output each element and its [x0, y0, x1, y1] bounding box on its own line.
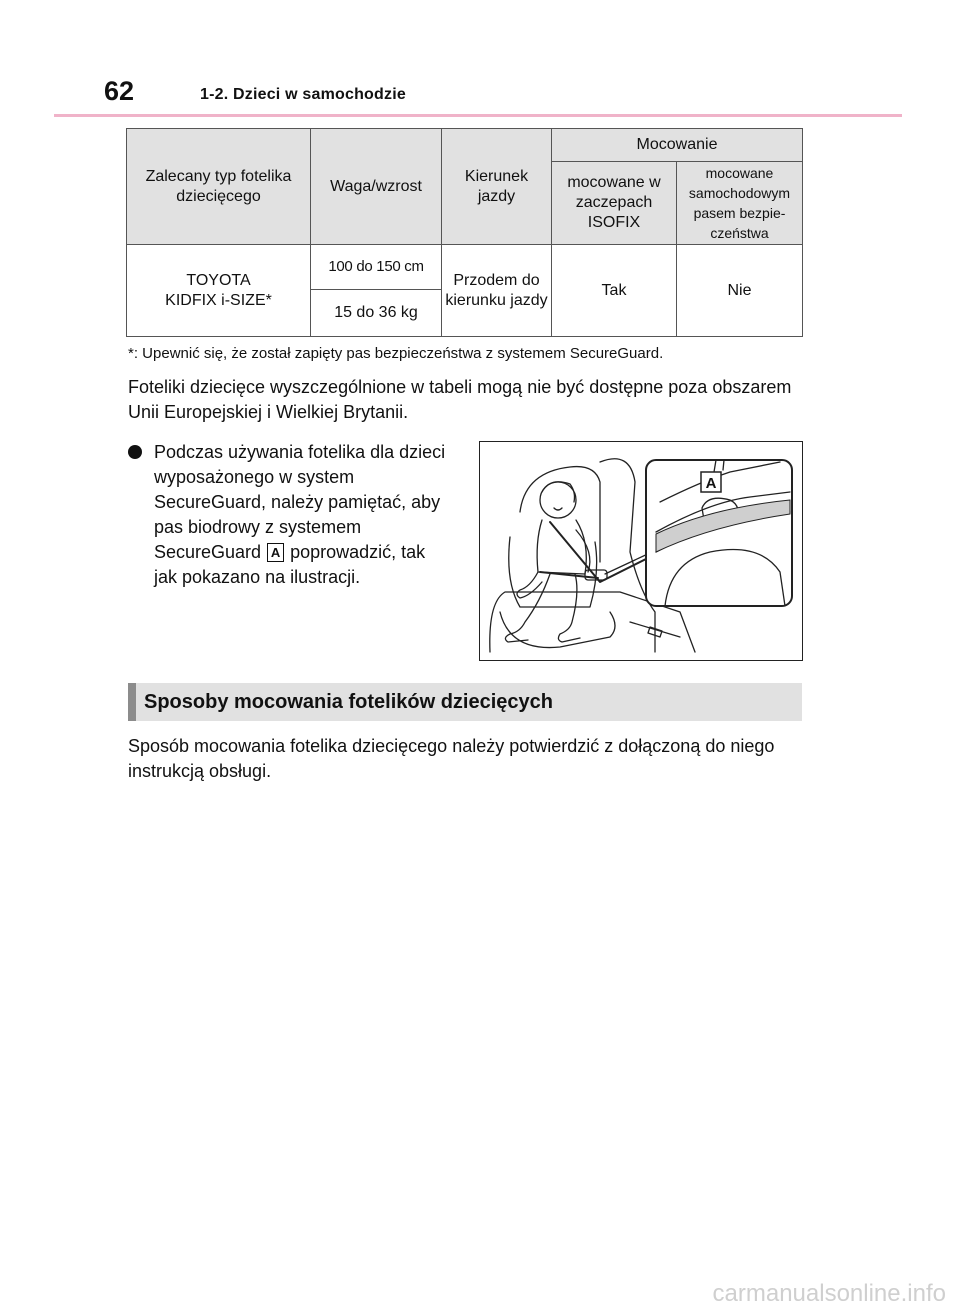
header-isofix: mocowane w zaczepach ISOFIX: [552, 162, 677, 245]
header-weight: Waga/wzrost: [311, 129, 442, 245]
header-divider: [54, 114, 902, 117]
model-name: KIDFIX i-SIZE*: [165, 291, 272, 309]
cell-isofix: Tak: [552, 245, 677, 337]
cell-model: [127, 245, 311, 337]
header-direction: Kierunek jazdy: [442, 129, 552, 245]
secureguard-bullet: [128, 440, 446, 590]
model-brand: TOYOTA: [186, 271, 251, 289]
secureguard-illustration: [479, 441, 803, 661]
callout-a-label: A: [705, 475, 717, 492]
child-seat-illustration: [480, 442, 802, 660]
cell-weight: 15 do 36 kg: [311, 290, 442, 337]
cell-seatbelt: Nie: [677, 245, 803, 337]
section-heading: Sposoby mocowania fotelików dziecięcych: [144, 691, 553, 713]
page-number: 62: [104, 76, 135, 106]
watermark: carmanualsonline.info: [712, 1280, 946, 1307]
section-heading-bar: [128, 683, 802, 721]
heading-accent: [128, 683, 136, 721]
availability-paragraph: Foteliki dziecięce wyszczególnione w tabeli mogą nie być dostępne poza obszarem Unii Europejskiej i Wielkiej Brytanii.: [128, 377, 792, 422]
cell-height: 100 do 150 cm: [311, 245, 442, 290]
mounting-paragraph: Sposób mocowania fotelika dziecięcego należy potwierdzić z dołączoną do niego instrukcją obsługi.: [128, 736, 775, 781]
bullet-text-part1: Podczas używania fotelika dla dzieci wyposażonego w system SecureGuard, należy pamiętać, aby pas biodrowy z systemem SecureGuard: [154, 442, 446, 562]
header-mounting: Mocowanie: [552, 129, 803, 162]
section-title: 1-2. Dzieci w samochodzie: [200, 86, 406, 103]
cell-direction: Przodem do kierunku jazdy: [442, 245, 552, 337]
child-seat-table: [126, 128, 803, 337]
bullet-text-part2: poprowadzić, tak jak pokazano na ilustracji.: [154, 542, 426, 587]
header-seat-type: Zalecany typ fotelika dziecięcego: [127, 129, 311, 245]
header-seatbelt: mocowane samochodowym pasem bezpie-czeństwa: [677, 162, 803, 245]
bullet-text: [154, 440, 446, 590]
table-footnote: *: Upewnić się, że został zapięty pas bezpieczeństwa z systemem SecureGuard.: [128, 345, 664, 362]
bullet-icon: [128, 445, 142, 459]
callout-a-tag: A: [267, 543, 284, 562]
